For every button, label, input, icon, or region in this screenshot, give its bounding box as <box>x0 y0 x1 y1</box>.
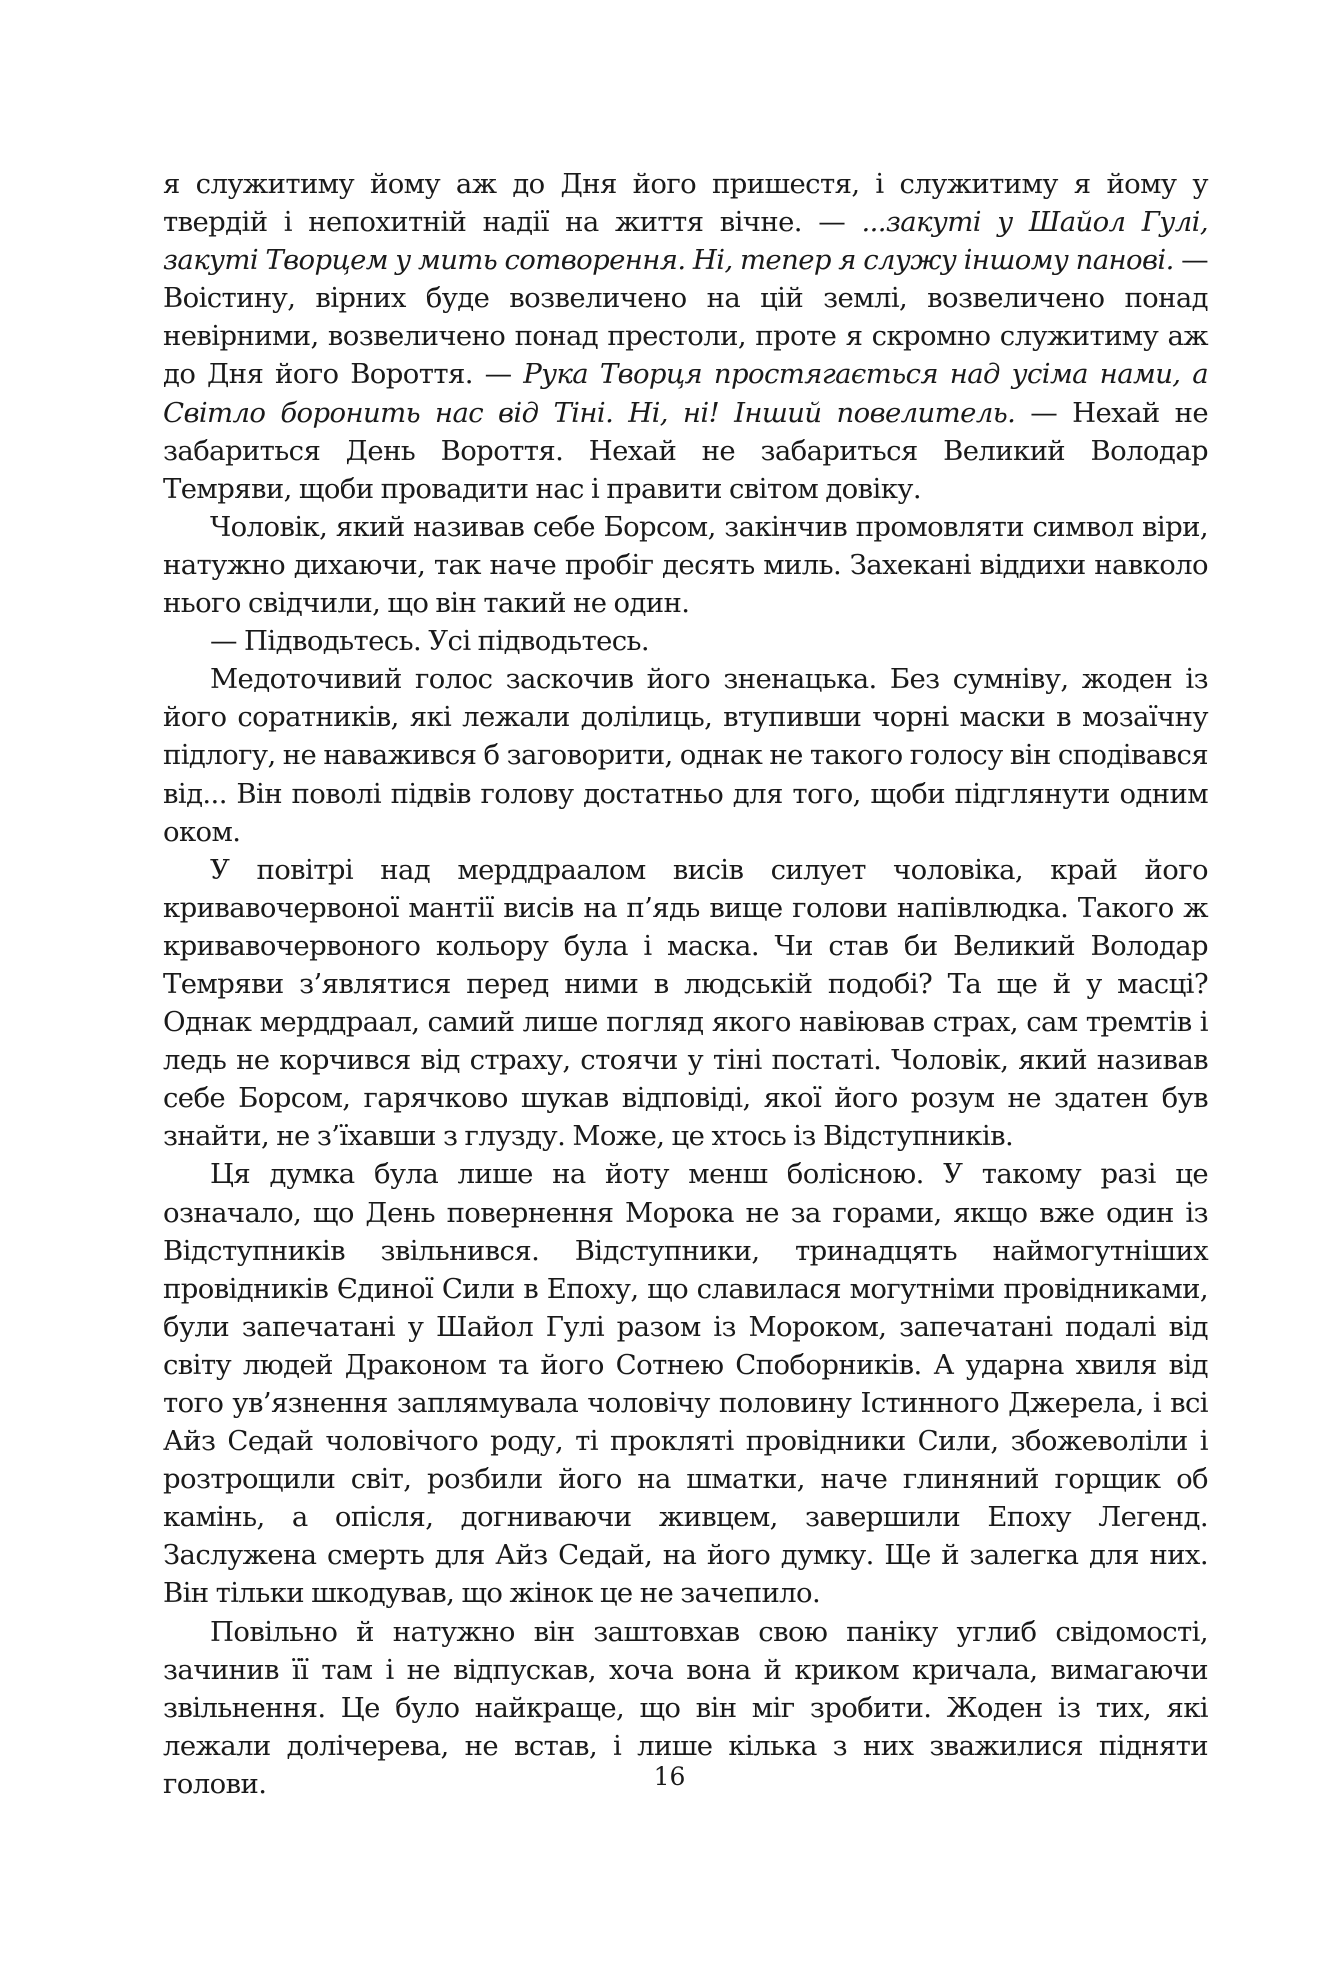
paragraph-1 <box>163 165 1208 508</box>
text-segment: Ця думка була лише на йоту менш болісною. У такому разі це означало, що День повернення Морока не за горами, якщо вже один із Відступників звільнився. Відступники, тринадцять наймогутніших провідників Єдиної Сили в Епоху, що славилася могутніми провідниками, були запечатані у Шайол Гулі разом із Мороком, запечатані подалі від світу людей Драконом та його Сотнею Споборників. А ударна хвиля від того ув’язнення заплямувала чоловічу половину Істинного Джерела, і всі Айз Седай чоловічого роду, ті прокляті провідники Сили, збожеволіли і розтрощили світ, розбили його на шматки, наче глиняний горщик об камінь, а опісля, догниваючи живцем, завершили Епоху Легенд. Заслужена смерть для Айз Седай, на його думку. Ще й залегка для них. Він тільки шкодував, що жінок це не зачепило. <box>163 1158 1208 1610</box>
text-segment: Повільно й натужно він заштовхав свою паніку углиб свідомості, зачинив її там і не відпускав, хоча вона й криком кричала, вимагаючи звільнення. Це було найкраще, що він міг зробити. Жоден із тих, які лежали долічерева, не встав, і лише кілька з них зважилися підняти голови. <box>163 1615 1208 1800</box>
text-segment: Медоточивий голос заскочив його зненацька. Без сумніву, жоден із його соратників, які лежали долілиць, втупивши чорні маски в мозаїчну підлогу, не наважився б заговорити, однак не такого голосу він сподівався від... Він поволі підвів голову достатньо для того, щоби підглянути одним оком. <box>163 663 1208 848</box>
paragraph-4 <box>163 660 1208 850</box>
book-page-body <box>163 165 1208 1803</box>
text-segment: — Воістину, вірних буде возвеличено на цій землі, возвеличено понад невірними, возвеличено понад престоли, проте я скромно служитиму аж до Дня його Вороття. — <box>163 244 1208 391</box>
italic-inner-voice: ...закуті у Шайол Гулі, закуті Творцем у мить сотворення. Ні, тепер я служу іншому панові. <box>163 206 1208 277</box>
italic-inner-voice: Рука Творця простягається над усіма нами, а Світло боронить нас від Тіні. Ні, ні! Інший повелитель. <box>163 358 1208 429</box>
paragraph-3-dialogue <box>163 622 1208 660</box>
paragraph-5 <box>163 851 1208 1156</box>
text-segment: Чоловік, який називав себе Борсом, закінчив промовляти символ віри, натужно дихаючи, так наче пробіг десять миль. Захекані віддихи навколо нього свідчили, що він такий не один. <box>163 510 1208 620</box>
text-segment: я служитиму йому аж до Дня його пришестя, і служитиму я йому у твердій і непохитній надії на життя вічне. — <box>163 168 1208 239</box>
paragraph-6 <box>163 1155 1208 1612</box>
text-segment: — Підводьтесь. Усі підводьтесь. <box>210 625 650 658</box>
page-number: 16 <box>653 1762 686 1791</box>
text-segment: — Нехай не забариться День Вороття. Нехай не забариться Великий Володар Темряви, щоби провадити нас і правити світом довіку. <box>163 396 1208 505</box>
text-segment: У повітрі над мерддраалом висів силует чоловіка, край його кривавочервоної мантії висів на п’ядь вище голови напівлюдка. Такого ж кривавочервоного кольору була і маска. Чи став би Великий Володар Темряви з’являтися перед ними в людській подобі? Та ще й у масці? Однак мерддраал, самий лише погляд якого навіював страх, сам тремтів і ледь не корчився від страху, стоячи у тіні постаті. Чоловік, який називав себе Борсом, гарячково шукав відповіді, якої його розум не здатен був знайти, не з’їхавши з глузду. Може, це хтось із Відступників. <box>163 853 1208 1153</box>
paragraph-2 <box>163 508 1208 622</box>
